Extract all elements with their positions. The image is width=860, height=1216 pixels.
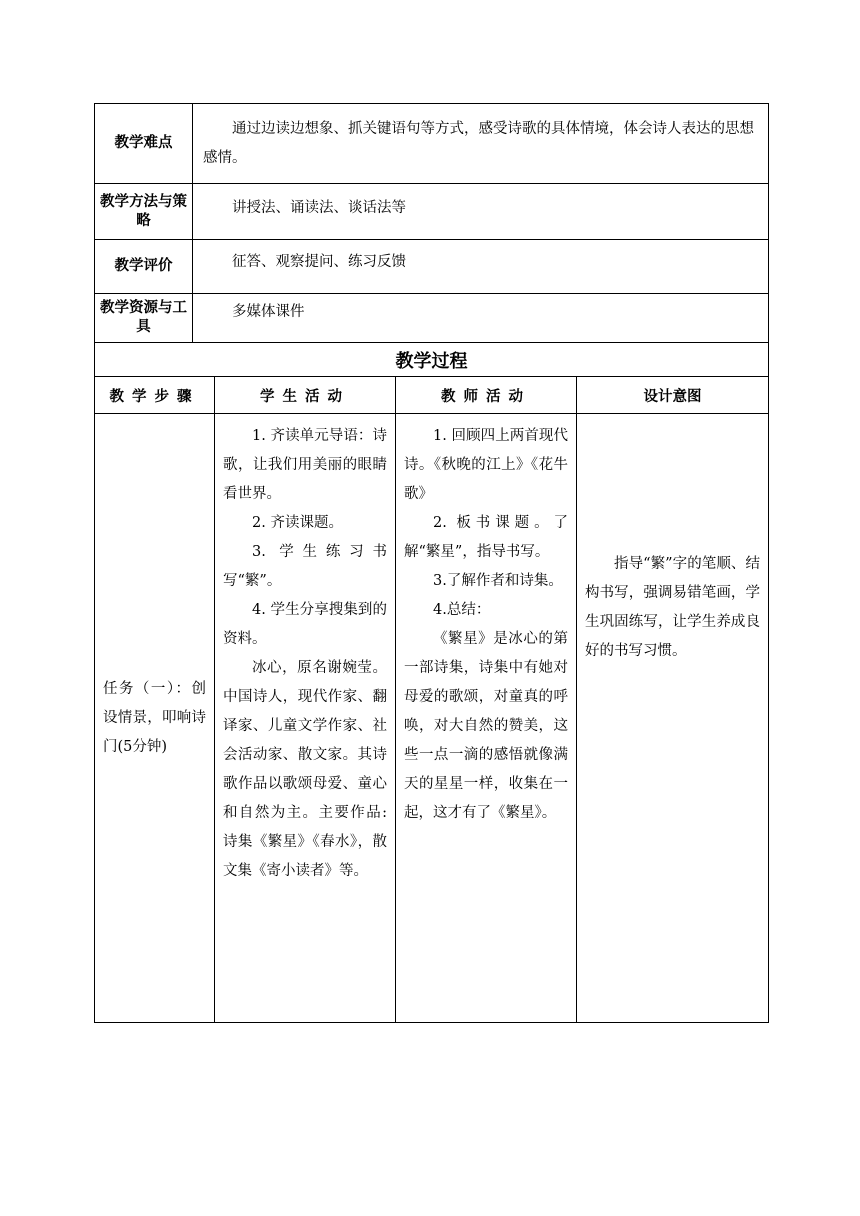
info-row-difficulty [95, 104, 769, 184]
info-row-evaluation [95, 240, 769, 294]
design-intent [577, 414, 769, 1023]
info-label: 教学评价 [95, 240, 193, 294]
teacher-paragraph: 3.了解作者和诗集。 [433, 573, 563, 589]
col-header-teacher: 教师活动 [396, 377, 577, 414]
student-paragraph: 冰心，原名谢婉莹。中国诗人，现代作家、翻译家、儿童文学作家、社会活动家、散文家。其诗歌作品以歌颂母爱、童心和自然为主。主要作品:诗集《繁星》《春水》，散文集《寄小读者》等。 [223, 660, 387, 879]
task-row [95, 414, 769, 1023]
design-intent-text: 指导“繁”字的笔顺、结构书写，强调易错笔画，学生巩固练写，让学生养成良好的书写习惯。 [585, 556, 760, 659]
teacher-paragraph: 1. 回顾四上两首现代诗。《秋晚的江上》《花牛歌》 [404, 428, 568, 502]
lesson-plan-table [94, 103, 769, 1023]
info-row-resources [95, 294, 769, 343]
student-paragraph: 2. 齐读课题。 [252, 515, 343, 531]
col-header-step: 教学步骤 [95, 377, 215, 414]
info-label: 教学方法与策略 [95, 184, 193, 240]
column-header-row [95, 377, 769, 414]
teacher-paragraph: 《繁星》是冰心的第一部诗集，诗集中有她对母爱的歌颂，对童真的呼唤，对大自然的赞美，这些一点一滴的感悟就像满天的星星一样，收集在一起，这才有了《繁星》。 [404, 631, 568, 821]
student-activities [215, 414, 396, 1023]
info-value: 多媒体课件 [193, 294, 769, 343]
lesson-plan-page [94, 103, 768, 1023]
info-value: 征答、观察提问、练习反馈 [193, 240, 769, 294]
teacher-paragraph: 4.总结： [433, 602, 491, 618]
info-value: 通过边读边想象、抓关键语句等方式，感受诗歌的具体情境，体会诗人表达的思想感情。 [193, 104, 769, 184]
task-step: 任务（一）：创设情景，叩响诗门(5分钟) [95, 414, 215, 1023]
student-paragraph: 3. 学生练习书写“繁”。 [223, 544, 387, 589]
section-title-row [95, 343, 769, 377]
col-header-student: 学生活动 [215, 377, 396, 414]
info-row-method [95, 184, 769, 240]
teacher-activities [396, 414, 577, 1023]
col-header-intent: 设计意图 [577, 377, 769, 414]
student-paragraph: 4. 学生分享搜集到的资料。 [223, 602, 387, 647]
info-value: 讲授法、诵读法、谈话法等 [193, 184, 769, 240]
section-title: 教学过程 [95, 343, 769, 377]
info-label: 教学资源与工具 [95, 294, 193, 343]
info-label: 教学难点 [95, 104, 193, 184]
student-paragraph: 1. 齐读单元导语：诗歌，让我们用美丽的眼睛看世界。 [223, 428, 387, 502]
teacher-paragraph: 2. 板书课题。了解“繁星”，指导书写。 [404, 515, 568, 560]
